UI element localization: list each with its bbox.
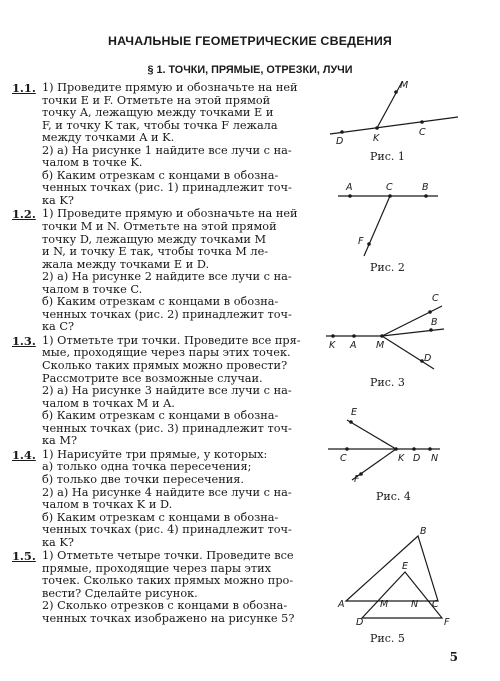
problem-1 (12, 82, 318, 207)
figure-caption: Рис. 2 (370, 261, 405, 274)
problem-text-line: б) только две точки пересечения. (42, 472, 244, 486)
problem-number: 1.5. (12, 549, 36, 564)
problem-text-line: Рассмотрите все возможные случаи. (42, 371, 263, 385)
point-label: A (346, 182, 353, 193)
problem-text-line: ка K? (42, 535, 74, 549)
point-label: F (444, 617, 450, 628)
problem-text-line: 2) а) На рисунке 3 найдите все лучи с на- (42, 384, 292, 398)
problem-text-line: точку A, лежащую между точками E и (42, 106, 274, 120)
problem-text-line: а) только одна точка пересечения; (42, 460, 252, 474)
problem-text-line: точки M и N. Отметьте на этой прямой (42, 220, 277, 234)
point-label: E (402, 561, 409, 572)
figure-4 (328, 420, 440, 480)
fig2-ray-cf (364, 196, 390, 256)
problem-text-line: 1) Проведите прямую и обозначьте на ней (42, 207, 298, 221)
problem-text-line: чалом в точках M и A. (42, 396, 175, 410)
fig1-line (330, 117, 458, 134)
problem-text-line: чалом в точках K и D. (42, 498, 173, 512)
problem-number: 1.2. (12, 207, 36, 222)
problem-text-line: точки E и F. Отметьте на этой прямой (42, 93, 271, 107)
fig5-small-triangle (362, 572, 442, 618)
problem-text-line: чалом в точке K. (42, 156, 143, 170)
problem-text-line: ченных точках (рис. 3) принадлежит точ- (42, 421, 292, 435)
point-label: M (400, 80, 409, 91)
figure-5 (346, 536, 442, 618)
problem-text-line: 2) а) На рисунке 1 найдите все лучи с на- (42, 143, 292, 157)
problem-text-line: F, и точку K так, чтобы точка F лежала (42, 118, 278, 132)
problem-text-line: прямые, проходящие через пары этих (42, 561, 272, 575)
point-label: E (351, 407, 358, 418)
point-label: D (413, 453, 421, 464)
problem-text-line: вести? Сделайте рисунок. (42, 586, 198, 600)
problem-text-line: Сколько таких прямых можно провести? (42, 359, 288, 373)
problem-number: 1.1. (12, 81, 36, 95)
point-label: A (350, 340, 357, 351)
point-label: C (340, 453, 347, 464)
chapter-header: НАЧАЛЬНЫЕ ГЕОМЕТРИЧЕСКИЕ СВЕДЕНИЯ (107, 34, 393, 48)
point-label: N (411, 599, 419, 610)
problem-4 (12, 449, 318, 549)
point-label: C (386, 182, 393, 193)
problem-text-line: ка M? (42, 434, 78, 448)
point-label: B (431, 317, 438, 328)
figures-column (318, 70, 488, 670)
point-label: K (329, 340, 336, 351)
figure-caption: Рис. 1 (370, 150, 405, 163)
problem-text-line: 2) а) На рисунке 2 найдите все лучи с на- (42, 270, 292, 284)
problem-text-line: между точками A и K. (42, 131, 175, 145)
fig1-ray-km (377, 82, 402, 128)
problem-text-line: б) Каким отрезкам с концами в обозна- (42, 409, 279, 423)
point-label: F (358, 236, 364, 247)
problem-text-line: ченных точках (рис. 2) принадлежит точ- (42, 307, 292, 321)
point-label: C (432, 293, 439, 304)
problem-3 (12, 335, 318, 448)
problem-number: 1.3. (12, 333, 36, 348)
problem-text-line: мые, проходящие через пары этих точек. (42, 346, 291, 360)
problem-2 (12, 208, 318, 333)
point-label: N (431, 453, 439, 464)
fig4-line-ek (347, 420, 396, 449)
point-label: D (336, 136, 344, 147)
problem-text-line: жала между точками E и D. (42, 257, 210, 271)
problem-5 (12, 550, 318, 625)
point-label: A (338, 599, 345, 610)
problem-text-line: ченных точках изображено на рисунке 5? (42, 611, 295, 625)
point-label: B (422, 182, 429, 193)
fig3-ray-mb (382, 329, 444, 336)
problem-text-line: б) Каким отрезкам с концами в обозна- (42, 295, 279, 309)
point-label: K (398, 453, 405, 464)
point-label: M (380, 599, 389, 610)
section-title: § 1. ТОЧКИ, ПРЯМЫЕ, ОТРЕЗКИ, ЛУЧИ (147, 64, 353, 76)
problem-list (12, 82, 318, 627)
problem-text-line: точку D, лежащую между точками M (42, 232, 267, 246)
problem-text-line: 1) Нарисуйте три прямые, у которых: (42, 447, 268, 461)
point-label: C (419, 127, 426, 138)
problem-text-line: ка C? (42, 320, 75, 334)
point-label: D (356, 617, 364, 628)
figure-1 (330, 82, 458, 134)
point-label: F (354, 474, 360, 485)
point-label: B (420, 526, 427, 537)
problem-text-line: б) Каким отрезкам с концами в обозна- (42, 168, 279, 182)
problem-text-line: ченных точках (рис. 1) принадлежит точ- (42, 181, 292, 195)
problem-text-line: 2) а) На рисунке 4 найдите все лучи с на- (42, 485, 292, 499)
point-label: D (424, 353, 432, 364)
problem-text-line: и N, и точку E так, чтобы точка M ле- (42, 245, 269, 259)
problem-text-line: 2) Сколько отрезков с концами в обозна- (42, 599, 288, 613)
figure-caption: Рис. 4 (376, 490, 411, 503)
point-label: K (373, 133, 380, 144)
point-label: C (432, 599, 439, 610)
fig5-big-triangle (346, 536, 438, 601)
figure-caption: Рис. 5 (370, 632, 405, 645)
problem-text-line: ка K? (42, 193, 74, 207)
problem-text-line: чалом в точке C. (42, 282, 143, 296)
page-number: 5 (449, 650, 458, 664)
problem-text-line: точек. Сколько таких прямых можно про- (42, 574, 294, 588)
figure-2 (338, 196, 438, 256)
problem-text-line: 1) Отметьте четыре точки. Проведите все (42, 549, 294, 563)
problem-text-line: б) Каким отрезкам с концами в обозна- (42, 510, 279, 524)
problem-text-line: 1) Проведите прямую и обозначьте на ней (42, 81, 298, 94)
point-label: M (376, 340, 385, 351)
problem-text-line: 1) Отметьте три точки. Проведите все пря- (42, 333, 301, 347)
problem-number: 1.4. (12, 447, 36, 462)
problem-text-line: ченных точках (рис. 4) принадлежит точ- (42, 523, 292, 537)
figure-caption: Рис. 3 (370, 376, 405, 389)
